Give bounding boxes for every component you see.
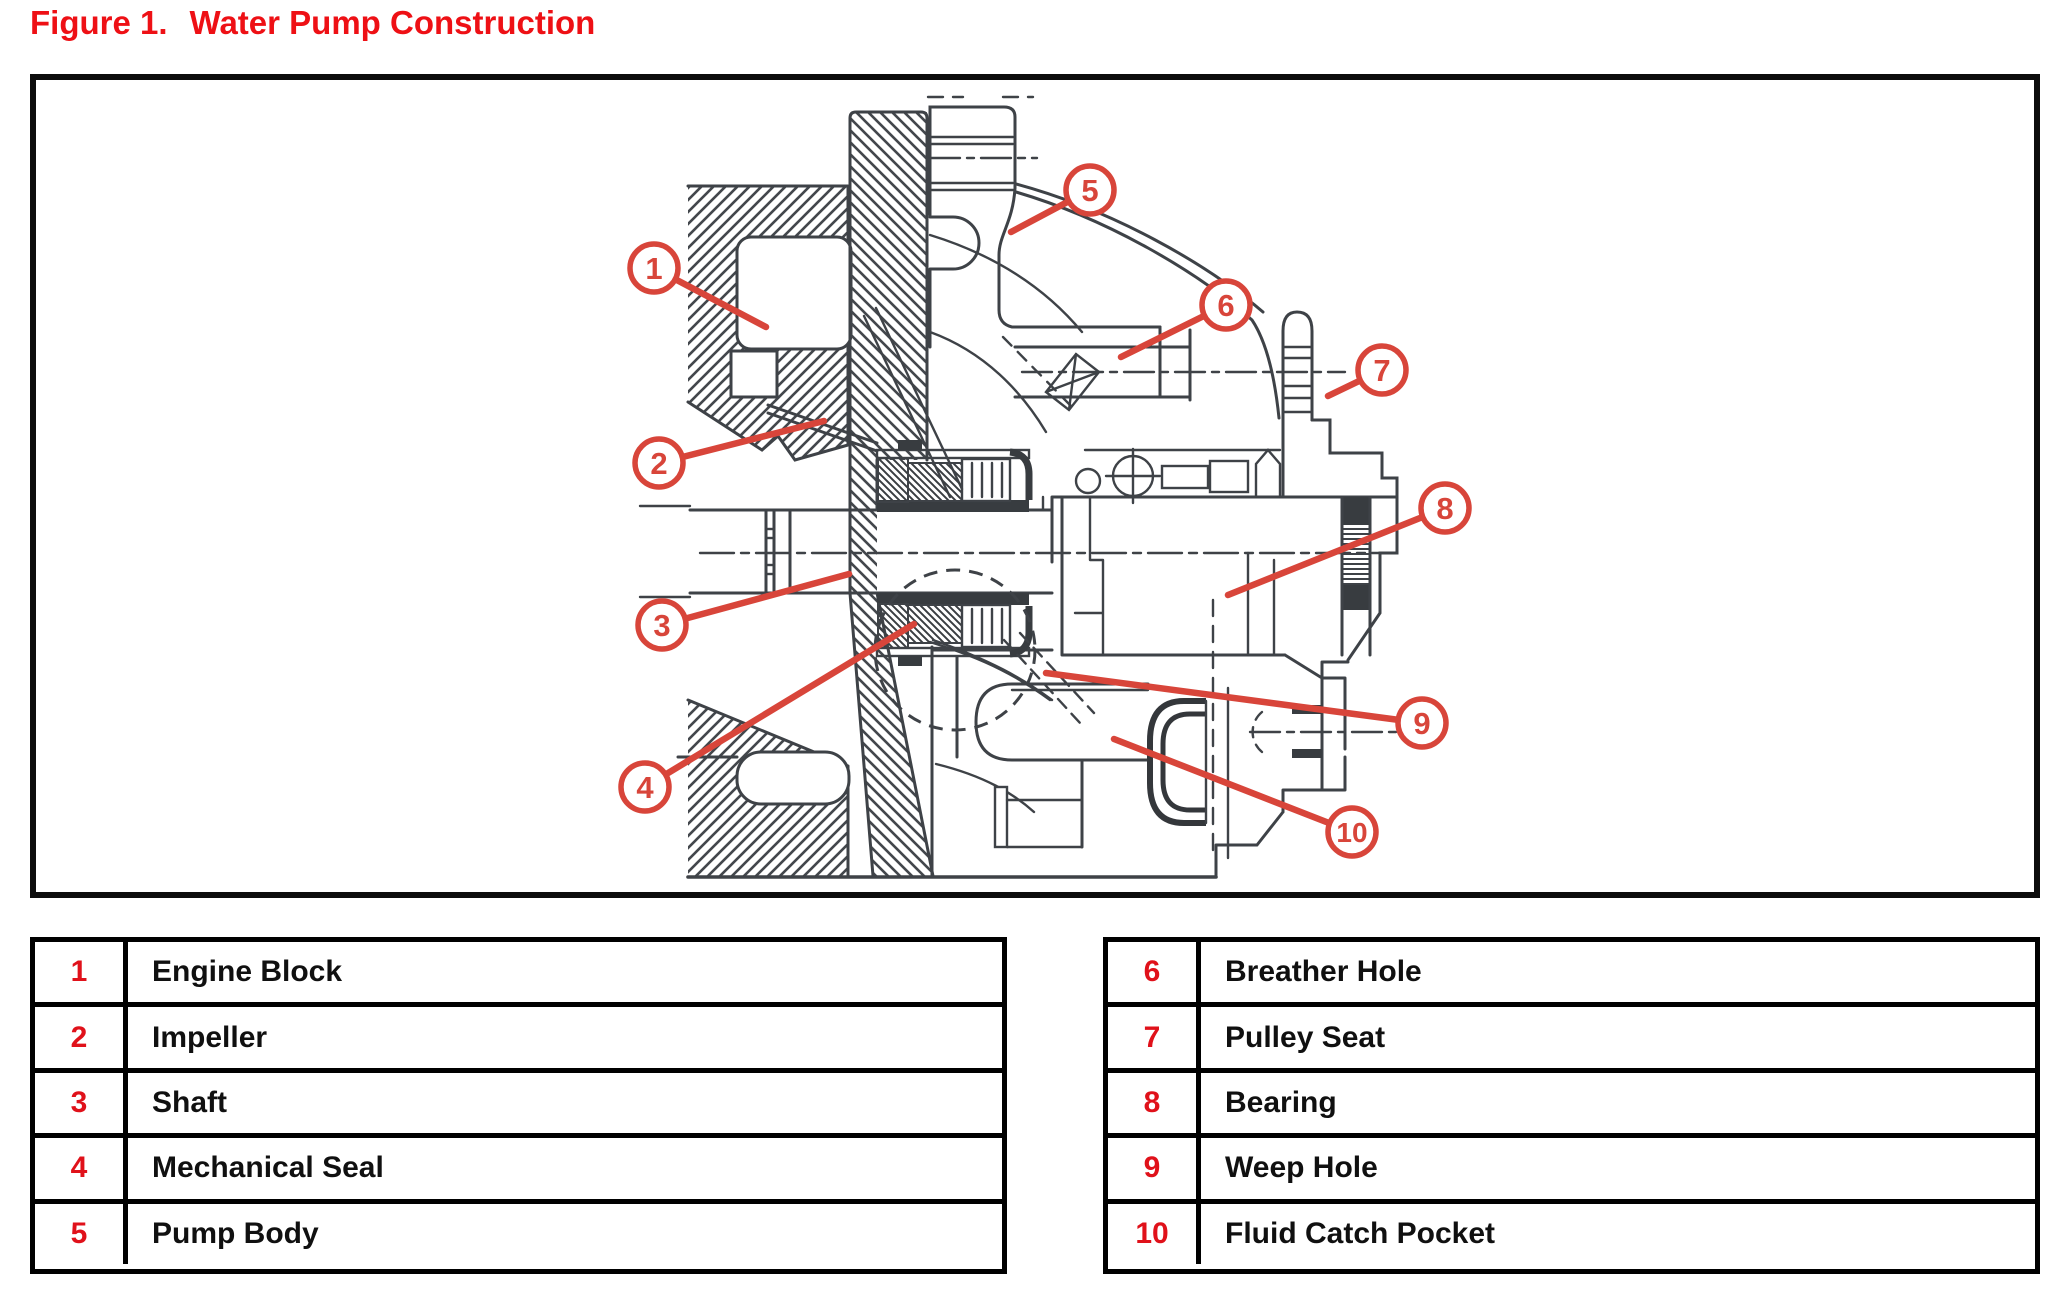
- legend-row: [35, 1073, 1002, 1138]
- pump-cross-section-diagram: [36, 80, 2034, 892]
- callout-number: 3: [653, 608, 671, 644]
- callout-9: [1046, 673, 1446, 747]
- legend-table-left: [30, 937, 1007, 1274]
- figure-caption-number: Figure 1.: [30, 4, 168, 41]
- callout-number: 8: [1436, 491, 1454, 527]
- part-number: 7: [1108, 1007, 1201, 1067]
- part-label: Bearing: [1225, 1085, 1337, 1119]
- legend-row: [1108, 942, 2035, 1007]
- legend-table-right: [1103, 937, 2040, 1274]
- part-label: Pump Body: [152, 1216, 319, 1250]
- part-number: 9: [1108, 1138, 1201, 1198]
- part-number: 3: [35, 1073, 128, 1133]
- callout-number: 4: [636, 770, 654, 806]
- leader-line: [662, 574, 849, 625]
- callout-3: [638, 574, 849, 649]
- callout-number: 7: [1373, 353, 1391, 389]
- pulley-seat: [1283, 312, 1397, 497]
- part-number: 8: [1108, 1073, 1201, 1133]
- figure-caption: [30, 4, 595, 42]
- callout-number: 1: [645, 251, 663, 287]
- part-label: Shaft: [152, 1085, 227, 1119]
- part-label: Pulley Seat: [1225, 1020, 1386, 1054]
- part-label: Impeller: [152, 1020, 268, 1054]
- legend-row: [35, 942, 1002, 1007]
- legend-row: [1108, 1204, 2035, 1264]
- part-label: Fluid Catch Pocket: [1225, 1216, 1496, 1250]
- figure-caption-text: Water Pump Construction: [189, 4, 596, 41]
- part-number: 1: [35, 942, 128, 1002]
- legend-row: [1108, 1073, 2035, 1138]
- legend-row: [1108, 1007, 2035, 1072]
- legend-row: [1108, 1138, 2035, 1203]
- callout-number: 2: [650, 446, 668, 482]
- part-label: Weep Hole: [1225, 1151, 1378, 1185]
- callout-number: 5: [1081, 173, 1099, 209]
- callout-number: 6: [1217, 288, 1235, 324]
- leader-line: [1046, 673, 1422, 723]
- callout-number: 9: [1413, 706, 1431, 742]
- mechanical-seal: [875, 440, 1035, 730]
- part-label: Engine Block: [152, 955, 343, 989]
- part-label: Breather Hole: [1225, 955, 1422, 989]
- shaft: [690, 510, 1397, 593]
- leader-line: [1228, 508, 1445, 595]
- callout-number: 10: [1336, 817, 1368, 849]
- part-number: 5: [35, 1204, 128, 1264]
- legend-row: [35, 1204, 1002, 1264]
- part-number: 4: [35, 1138, 128, 1198]
- part-number: 10: [1108, 1204, 1201, 1264]
- part-number: 6: [1108, 942, 1201, 1002]
- figure-frame: [30, 74, 2040, 898]
- legend-row: [35, 1138, 1002, 1203]
- part-number: 2: [35, 1007, 128, 1067]
- legend-row: [35, 1007, 1002, 1072]
- part-label: Mechanical Seal: [152, 1151, 384, 1185]
